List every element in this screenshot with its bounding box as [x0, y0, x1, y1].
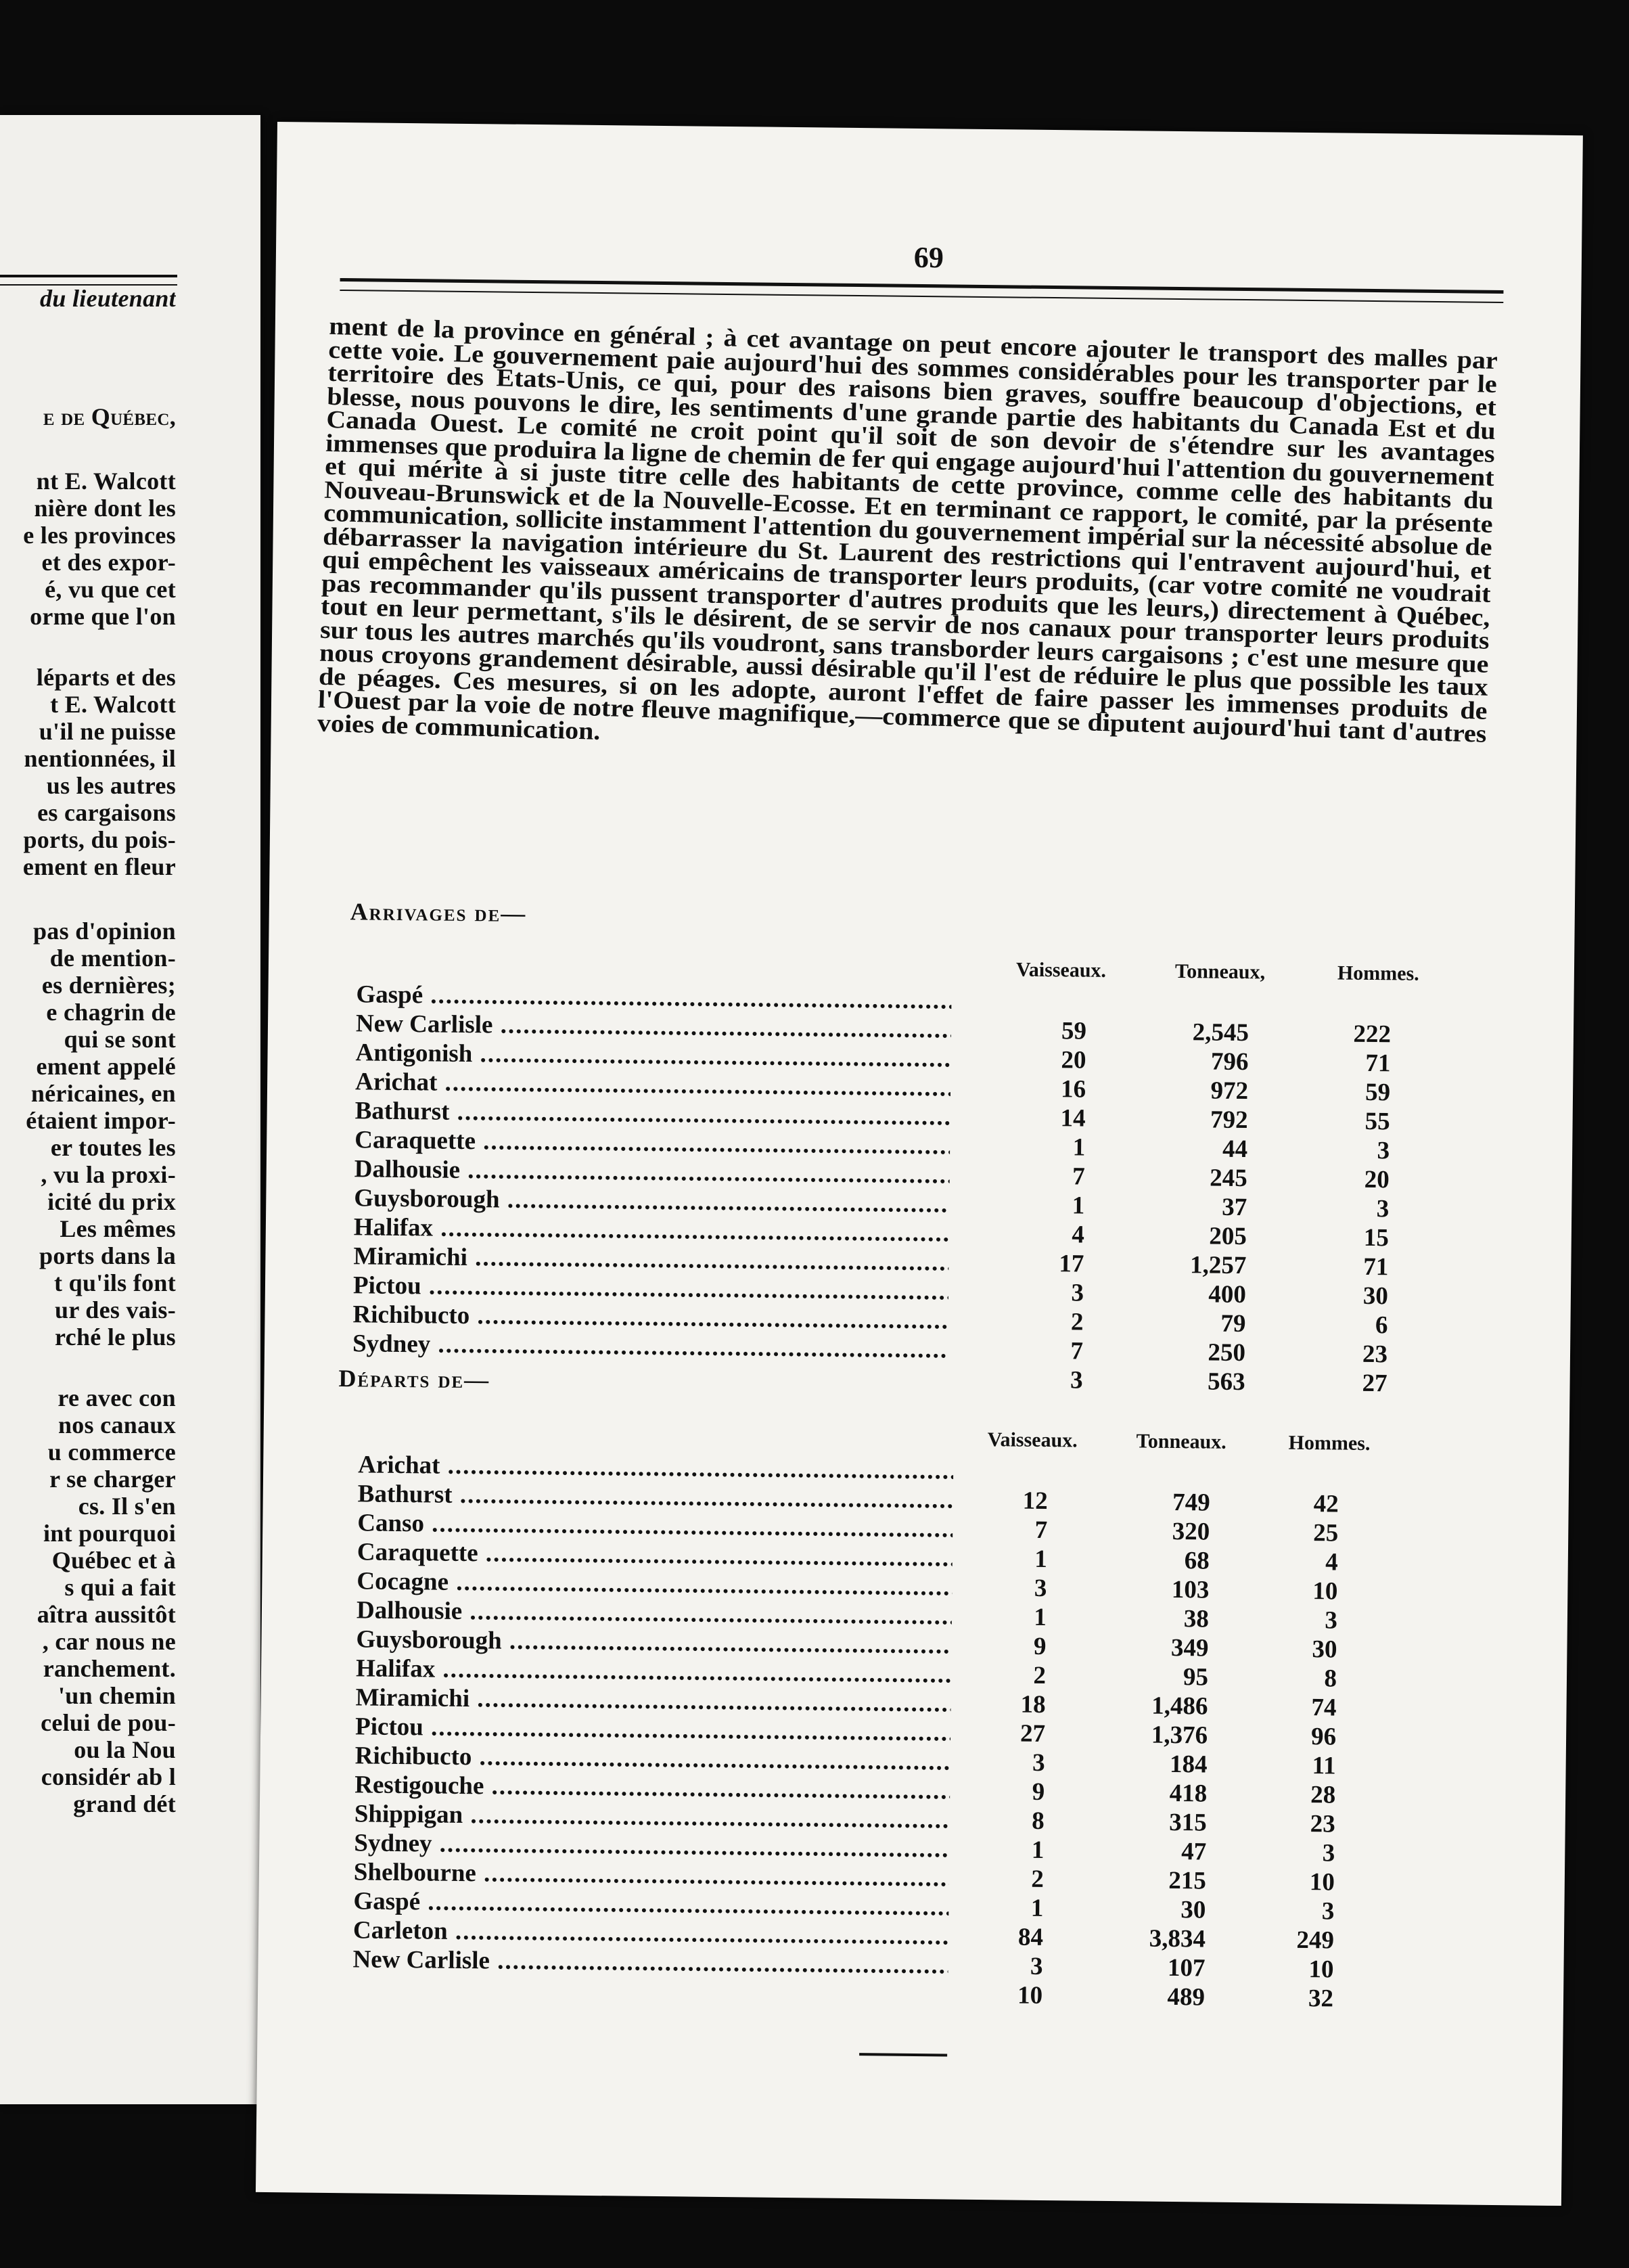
vessels-value: 2: [1070, 1308, 1084, 1336]
left-page-line: ranchement.: [43, 1655, 176, 1682]
port-name: New Carlisle .....: [356, 1009, 951, 1044]
vessels-value: 9: [1033, 1632, 1047, 1661]
left-page-line: ement en fleur: [22, 853, 176, 880]
vessels-value: 9: [1032, 1777, 1045, 1807]
tons-value: 30: [1180, 1896, 1206, 1924]
main-page: [256, 122, 1583, 2206]
tons-value: 79: [1220, 1309, 1246, 1338]
left-page-line: 'un chemin: [58, 1682, 176, 1709]
body-paragraph: ment de la province en général ; à cet avantage on peut encore ajouter le transport des malles par cette voie. Le gouvernement paie aujourd'hui des sommes considérables pour les transporter par le territoire des Etats-Unis, ce qui, pour des raisons bien graves, souffre beaucoup d'objections, et blesse, nous pouvons le dire, les sentiments d'une grande partie des habitants du Canada Est et du Canada Ouest. Le comité ne croit point qu'il soit de son devoir de s'étendre sur les avantages immenses que produira la ligne de chemin de fer qui engage aujourd'hui l'attention du gouvernement et qui mérite à si juste titre celle des habitants de cette province, comme celle des habitants du Nouveau-Brunswick et de la Nouvelle-Ecosse. Et en terminant ce rapport, le comité, par la présente communication, sollicite instamment l'attention du gouvernement impérial sur la nécessité absolue de débarrasser la navigation intérieure du St. Laurent des restrictions qui l'entravent aujourd'hui, et qui empêchent les vaisseaux américains de transporter leurs produits, (car votre comité ne voudrait pas recommander qu'ils pussent transporter d'autres produits que les leurs,) directement à Québec, tout en leur permettant, s'ils le désirent, de se servir de nos canaux pour transporter leurs produits sur tous les autres marchés qu'ils voudront, sans transborder leurs cargaisons ; c'est une mesure que nous croyons grandement désirable, aussi désirable qu'il l'est de réduire le plus que possible les taux de péages. Ces mesures, si on les adopte, auront l'effet de faire passer les immenses produits de l'Ouest par la voie de notre fleuve magnifique,—commerce que se diputent aujourd'hui tant d'autres voies de communication.: [317, 312, 1498, 748]
vessels-value: 1: [1031, 1836, 1045, 1865]
vessels-value: 17: [1059, 1250, 1084, 1278]
left-page-line: nt E. Walcott: [36, 468, 176, 495]
left-page-line: considér ab l: [41, 1763, 176, 1790]
left-page-line: ur des vais-: [55, 1296, 176, 1323]
tons-value: 37: [1222, 1193, 1247, 1222]
left-page-line: e de Québec,: [43, 403, 176, 430]
tons-value: 749: [1172, 1488, 1210, 1517]
vessels-value: 7: [1034, 1516, 1048, 1545]
port-name: Arichat .....: [358, 1450, 953, 1485]
left-page-line: es dernières;: [41, 972, 176, 999]
vessels-value: 3: [1034, 1574, 1047, 1603]
men-value: 42: [1313, 1490, 1339, 1518]
tons-value: 215: [1168, 1866, 1207, 1895]
men-value: 25: [1313, 1519, 1339, 1547]
tons-value: 972: [1210, 1076, 1249, 1106]
left-page-line: étaient impor-: [26, 1107, 176, 1134]
tons-value: 184: [1169, 1750, 1208, 1779]
arrivals-heading: Arrivages de—: [350, 898, 527, 927]
vessels-value: 3: [1032, 1748, 1045, 1777]
tons-value: 792: [1210, 1106, 1248, 1135]
vessels-value: 10: [1017, 1981, 1043, 2010]
left-page-line: é, vu que cet: [45, 576, 176, 603]
men-value: 71: [1365, 1049, 1391, 1078]
col-tons-head: Tonneaux.: [1136, 1430, 1226, 1453]
men-value: 6: [1375, 1311, 1388, 1340]
port-name: Caraquette .....: [354, 1125, 950, 1160]
page-number: 69: [913, 240, 944, 275]
port-name: Arichat .....: [355, 1067, 950, 1102]
col-vessels-head: Vaisseaux.: [1015, 958, 1107, 982]
tons-value: 796: [1210, 1047, 1249, 1076]
men-value: 23: [1362, 1340, 1388, 1369]
tons-value: 47: [1181, 1838, 1207, 1866]
tons-value: 315: [1169, 1808, 1207, 1837]
port-name: Miramichi .....: [355, 1683, 950, 1718]
left-page-line: de mention-: [49, 945, 176, 972]
vessels-value: 27: [1019, 1719, 1046, 1748]
tons-value: 95: [1183, 1663, 1209, 1692]
vessels-value: 4: [1072, 1221, 1085, 1249]
port-name: Dalhousie .....: [354, 1154, 950, 1189]
men-value: 32: [1308, 1984, 1334, 2013]
tons-value: 418: [1169, 1779, 1208, 1808]
departures-table: [352, 1422, 1414, 2014]
left-page-line: , car nous ne: [42, 1628, 176, 1655]
port-name: Sydney .....: [352, 1329, 948, 1364]
tons-value: 38: [1183, 1605, 1210, 1633]
men-value: 23: [1310, 1810, 1335, 1838]
left-page-line: néricaines, en: [30, 1080, 176, 1107]
left-page-line: aîtra aussitôt: [37, 1601, 176, 1628]
port-name: Canso .....: [357, 1508, 953, 1543]
port-name: Miramichi .....: [353, 1242, 948, 1277]
vessels-value: 59: [1061, 1017, 1087, 1045]
left-page-line: u'il ne puisse: [39, 718, 176, 745]
men-value: 74: [1311, 1694, 1337, 1722]
men-value: 30: [1362, 1282, 1389, 1311]
header-rule: [340, 278, 1503, 303]
men-value: 10: [1308, 1955, 1334, 1984]
port-name: Richibucto .....: [352, 1300, 948, 1335]
vessels-value: 1: [1030, 1894, 1044, 1923]
port-name: Richibucto .....: [354, 1741, 950, 1776]
port-name: Sydney .....: [354, 1828, 949, 1863]
men-value: 249: [1296, 1926, 1335, 1955]
vessels-value: 20: [1061, 1046, 1086, 1074]
left-page-line: us les autres: [46, 772, 176, 799]
left-page-line: Québec et à: [51, 1547, 176, 1574]
port-name: Shelbourne .....: [354, 1857, 949, 1892]
tons-value: 250: [1208, 1338, 1246, 1367]
left-page-line: , vu la proxi-: [41, 1161, 176, 1188]
left-page-line: nentionnées, il: [24, 745, 176, 772]
vessels-value: 8: [1032, 1807, 1045, 1836]
left-page-line: e chagrin de: [46, 999, 176, 1026]
left-page-line: et des expor-: [41, 549, 176, 576]
men-value: 15: [1363, 1223, 1390, 1252]
men-value: 3: [1322, 1839, 1335, 1867]
left-page-line: léparts et des: [36, 664, 176, 691]
left-page-line: re avec con: [58, 1384, 176, 1411]
col-vessels-head: Vaisseaux.: [987, 1428, 1078, 1452]
men-value: 222: [1353, 1020, 1392, 1049]
men-value: 3: [1325, 1606, 1338, 1635]
men-value: 30: [1312, 1635, 1337, 1664]
vessels-value: 1: [1034, 1545, 1048, 1574]
vessels-value: 18: [1020, 1690, 1046, 1719]
end-rule: [859, 2053, 947, 2056]
left-page-line: t qu'ils font: [54, 1269, 176, 1296]
left-page-line: e les provinces: [23, 522, 176, 549]
left-page-line: grand dét: [73, 1790, 176, 1817]
port-name: Halifax .....: [356, 1654, 951, 1689]
tons-value: 2,545: [1192, 1018, 1249, 1047]
left-page-line: er toutes les: [50, 1134, 176, 1161]
left-page-line: s qui a fait: [64, 1574, 176, 1601]
tons-value: 1,486: [1151, 1692, 1208, 1721]
port-name: Pictou .....: [353, 1271, 948, 1306]
left-page-line: u commerce: [47, 1438, 176, 1466]
men-value: 4: [1325, 1548, 1339, 1577]
tons-value: 44: [1222, 1135, 1248, 1164]
left-page-line: Les mêmes: [60, 1215, 176, 1242]
vessels-value: 3: [1071, 1279, 1084, 1307]
arrivals-table: [352, 951, 1419, 1398]
left-page-line: r se charger: [49, 1466, 176, 1493]
left-page-line: rché le plus: [55, 1323, 176, 1351]
left-page-line: cs. Il s'en: [78, 1493, 176, 1520]
vessels-value: 7: [1070, 1337, 1084, 1365]
port-name: Guysborough .....: [354, 1183, 949, 1219]
tons-value: 400: [1208, 1280, 1247, 1309]
port-name: Antigonish .....: [355, 1038, 950, 1073]
vessels-value: 7: [1072, 1162, 1085, 1191]
tons-value: 489: [1167, 1982, 1206, 2012]
port-name: Bathurst .....: [354, 1096, 950, 1131]
left-page-line: ports, du pois-: [23, 826, 176, 853]
port-name: Caraquette .....: [357, 1537, 953, 1572]
left-page-line: qui se sont: [64, 1026, 176, 1053]
men-value: 96: [1310, 1723, 1337, 1751]
tons-value: 349: [1170, 1633, 1209, 1662]
port-name: Bathurst .....: [358, 1479, 953, 1514]
port-name: Dalhousie .....: [357, 1595, 952, 1631]
port-name: Cocagne .....: [357, 1566, 952, 1602]
men-value: 10: [1309, 1868, 1335, 1897]
men-value: 28: [1310, 1781, 1336, 1809]
left-page-line: celui de pou-: [41, 1709, 176, 1736]
men-value: 71: [1363, 1252, 1389, 1282]
tons-value: 1,257: [1189, 1251, 1247, 1280]
men-value: 10: [1312, 1577, 1338, 1606]
left-page-line: pas d'opinion: [32, 917, 176, 945]
col-men-head: Hommes.: [1337, 961, 1419, 985]
vessels-value: 1: [1072, 1133, 1086, 1162]
vessels-value: 3: [1070, 1366, 1083, 1394]
tons-value: 103: [1171, 1575, 1210, 1604]
tons-value: 3,834: [1149, 1924, 1206, 1953]
men-value: 55: [1364, 1107, 1390, 1136]
men-value: 3: [1376, 1195, 1390, 1223]
men-value: 3: [1321, 1897, 1335, 1926]
vessels-value: 2: [1031, 1865, 1045, 1894]
left-page-line: ement appelé: [36, 1053, 176, 1080]
port-name: Pictou .....: [355, 1712, 950, 1747]
port-name: Gaspé .....: [353, 1886, 948, 1922]
col-tons-head: Tonneaux,: [1174, 959, 1266, 984]
men-value: 11: [1312, 1752, 1336, 1780]
port-name: Carleton .....: [353, 1915, 948, 1951]
vessels-value: 1: [1034, 1603, 1047, 1632]
port-name: Guysborough .....: [356, 1625, 951, 1660]
tons-value: 1,376: [1151, 1721, 1208, 1750]
port-name: Shippigan .....: [354, 1799, 950, 1834]
port-name: Gaspé .....: [356, 980, 951, 1015]
men-value: 27: [1362, 1369, 1387, 1398]
left-page-line: du lieutenant: [40, 285, 176, 312]
men-value: 59: [1364, 1078, 1391, 1107]
tons-value: 205: [1209, 1222, 1247, 1251]
vessels-value: 16: [1060, 1075, 1086, 1104]
left-page-line: es cargaisons: [37, 799, 176, 826]
vessels-value: 3: [1030, 1952, 1043, 1980]
vessels-value: 12: [1022, 1487, 1048, 1516]
departures-heading: Départs de—: [338, 1365, 490, 1394]
men-value: 8: [1324, 1664, 1337, 1693]
left-page-line: icité du prix: [47, 1188, 176, 1215]
col-men-head: Hommes.: [1288, 1431, 1371, 1455]
tons-value: 320: [1172, 1517, 1210, 1546]
men-value: 3: [1377, 1137, 1390, 1165]
vessels-value: 14: [1060, 1104, 1086, 1133]
left-page-line: ou la Nou: [74, 1736, 176, 1763]
tons-value: 107: [1167, 1953, 1206, 1982]
left-page-line: orme que l'on: [30, 603, 176, 630]
vessels-value: 1: [1072, 1192, 1085, 1220]
left-page-line: t E. Walcott: [50, 691, 176, 718]
left-page-line: int pourquoi: [43, 1520, 176, 1547]
tons-value: 68: [1184, 1547, 1210, 1575]
port-name: New Carlisle .....: [352, 1945, 948, 1980]
tons-value: 563: [1207, 1367, 1245, 1397]
left-page-line: nos canaux: [58, 1411, 176, 1438]
port-name: Restigouche .....: [354, 1770, 950, 1805]
vessels-value: 84: [1017, 1923, 1044, 1951]
left-page-fragment: [0, 115, 260, 2104]
men-value: 20: [1364, 1165, 1390, 1194]
port-name: Halifax .....: [354, 1212, 949, 1248]
left-page-line: nière dont les: [34, 495, 176, 522]
left-page-line: ports dans la: [39, 1242, 176, 1269]
tons-value: 245: [1210, 1164, 1247, 1193]
vessels-value: 2: [1033, 1661, 1047, 1690]
